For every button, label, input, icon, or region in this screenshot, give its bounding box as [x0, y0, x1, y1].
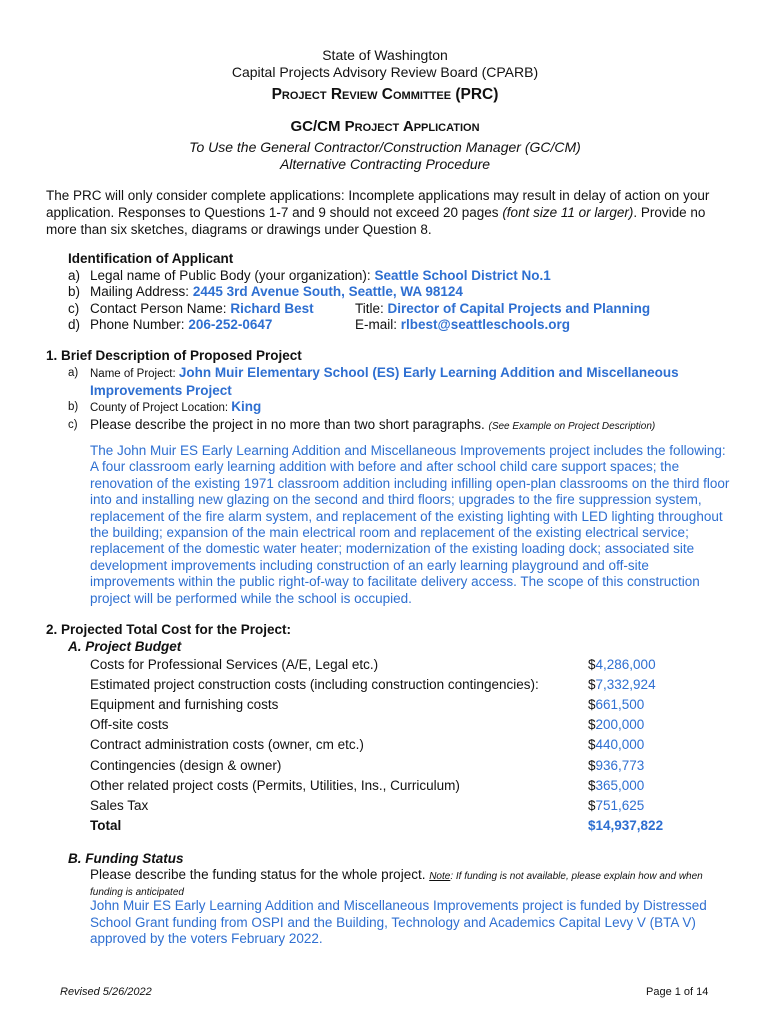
budget-item-currency: $ [588, 797, 596, 813]
q1-row-c [68, 417, 718, 436]
budget-item-value: 365,000 [595, 777, 645, 793]
q1-label-b: b) [68, 401, 79, 413]
phone-number: 206-252-0647 [188, 317, 273, 333]
intro-text-b: . Provide no more than six sketches, diagrams or drawings under Question 8. [46, 205, 706, 237]
budget-item-name: Equipment and furnishing costs [90, 696, 279, 712]
project-name: John Muir Elementary School (ES) Early Learning Addition and Miscellaneous Improvements Project [90, 365, 679, 398]
budget-item-currency: $ [588, 717, 596, 733]
ident-row-a [68, 268, 650, 285]
budget-item-value: 936,773 [595, 757, 645, 773]
project-description: The John Muir ES Early Learning Addition and Miscellaneous Improvements project includes the following: A four classroom early learning addition with before and after school child care support spaces; the renovation of the existing 1971 classroom addition including infilling open-plan classrooms on the third floor into and installing new glazing on the second and third floors; upgrades to the fire suppression system, replacement of the fire alarm system, and replacement of the existing lighting with LED lighting throughout the building; expansion of the main electrical room and replacement of the existing electrical service; replacement of the domestic water heater; modernization of the existing loading dock; associated site development improvements including construction of an early learning playground and off-site improvements within the public right-of-way to facilitate delivery access. The scope of this construction project will be performed while the school is occupied. [90, 443, 730, 606]
q1-row-a [68, 365, 718, 399]
budget-total-label: Total [90, 818, 122, 834]
budget-table [90, 654, 690, 836]
ident-row-c [68, 301, 650, 318]
budget-total-value: $14,937,822 [588, 818, 664, 834]
ident-label-c: c) [68, 300, 80, 316]
budget-item-value: 440,000 [595, 737, 645, 753]
ident-text-c: Contact Person Name: [90, 300, 231, 316]
budget-item-name: Sales Tax [90, 797, 149, 813]
q1-label-c: c) [68, 418, 78, 431]
header-block [0, 47, 770, 81]
funding-note-label: Note [429, 871, 451, 882]
budget-heading: A. Project Budget [68, 639, 182, 654]
budget-item-value: 4,286,000 [595, 656, 656, 672]
organization-name: Seattle School District No.1 [374, 267, 551, 283]
q1-text-c: Please describe the project in no more than two short paragraphs. [90, 416, 489, 432]
question-1-list [68, 365, 718, 435]
ident-text-b: Mailing Address: [90, 284, 190, 300]
budget-row [90, 775, 690, 795]
page-number: Page 1 of 14 [646, 986, 709, 998]
contact-title: Director of Capital Projects and Planning [387, 300, 651, 316]
budget-item-value: 751,625 [595, 797, 645, 813]
mailing-address: 2445 3rd Avenue South, Seattle, WA 98124 [192, 284, 463, 300]
budget-item-value: 200,000 [595, 717, 645, 733]
budget-item-name: Contingencies (design & owner) [90, 757, 282, 773]
subtitle-block [0, 139, 770, 173]
q1-text-b: County of Project Location: [90, 402, 232, 414]
identification-heading: Identification of Applicant [68, 251, 234, 266]
budget-item-value: 7,332,924 [595, 676, 656, 692]
ident-row-b [68, 284, 650, 301]
intro-paragraph [46, 187, 736, 238]
ident-label-b: b) [68, 284, 81, 300]
revision-date: Revised 5/26/2022 [60, 986, 152, 998]
budget-item-currency: $ [588, 757, 596, 773]
funding-prompt-block [90, 868, 730, 900]
budget-item-currency: $ [588, 777, 596, 793]
state-line: State of Washington [322, 47, 448, 63]
budget-row [90, 795, 690, 815]
budget-row [90, 694, 690, 714]
funding-prompt: Please describe the funding status for the whole project. [90, 867, 430, 882]
email-address: rlbest@seattleschools.org [400, 317, 570, 333]
intro-text-a: The PRC will only consider complete applications: Incomplete applications may result in delay of action on your application. Responses to Questions 1-7 and 9 should not exceed 20 pages [46, 188, 710, 220]
subtitle-line-2: Alternative Contracting Procedure [279, 156, 491, 172]
board-line: Capital Projects Advisory Review Board (CPARB) [231, 64, 539, 80]
budget-item-name: Off-site costs [90, 717, 169, 733]
ident-text-d: Phone Number: [90, 317, 189, 333]
subtitle-line-1: To Use the General Contractor/Construction Manager (GC/CM) [189, 139, 581, 155]
ident-text-a: Legal name of Public Body (your organization): [90, 267, 371, 283]
budget-row [90, 715, 690, 735]
ident-label-a: a) [68, 267, 81, 283]
budget-item-name: Costs for Professional Services (A/E, Legal etc.) [90, 656, 379, 672]
application-title: GC/CM Project Application [290, 118, 480, 135]
county-name: King [231, 399, 262, 414]
identification-section [68, 251, 650, 334]
ident-row-d [68, 317, 650, 334]
contact-name: Richard Best [230, 300, 314, 316]
budget-row [90, 674, 690, 694]
contact-cell [90, 301, 355, 318]
q1-note-c: (See Example on Project Description) [488, 420, 656, 432]
question-2-heading: 2. Projected Total Cost for the Project: [46, 622, 292, 637]
budget-row [90, 755, 690, 775]
q1-row-b [68, 399, 718, 417]
budget-item-name: Other related project costs (Permits, Utilities, Ins., Curriculum) [90, 777, 460, 793]
funding-heading: B. Funding Status [68, 851, 184, 866]
budget-row [90, 735, 690, 755]
prc-title: Project Review Committee (PRC) [271, 86, 499, 103]
title-label: Title: [355, 300, 384, 316]
budget-item-value: 661,500 [595, 696, 645, 712]
funding-note: : If funding is not available, please explain how and when funding is anticipated [90, 871, 703, 898]
intro-text-italic: (font size 11 or larger) [502, 205, 634, 220]
question-1-heading: 1. Brief Description of Proposed Project [46, 348, 302, 363]
budget-item-currency: $ [588, 696, 596, 712]
ident-label-d: d) [68, 317, 81, 333]
budget-item-currency: $ [588, 656, 596, 672]
email-label: E-mail: [355, 317, 398, 333]
budget-item-currency: $ [588, 737, 596, 753]
budget-item-currency: $ [588, 676, 596, 692]
q1-label-a: a) [68, 367, 79, 379]
budget-row [90, 654, 690, 674]
budget-item-name: Contract administration costs (owner, cm etc.) [90, 737, 364, 753]
funding-answer: John Muir ES Early Learning Addition and Miscellaneous Improvements project is funded by Distressed School Grant funding from OSPI and the Building, Technology and Academics Capital Levy V (BTA V) approved by the voters February 2022. [90, 898, 707, 947]
q1-text-a: Name of Project: [90, 368, 179, 380]
phone-cell [90, 317, 355, 334]
budget-total-row [90, 816, 690, 836]
budget-item-name: Estimated project construction costs (including construction contingencies): [90, 676, 539, 692]
